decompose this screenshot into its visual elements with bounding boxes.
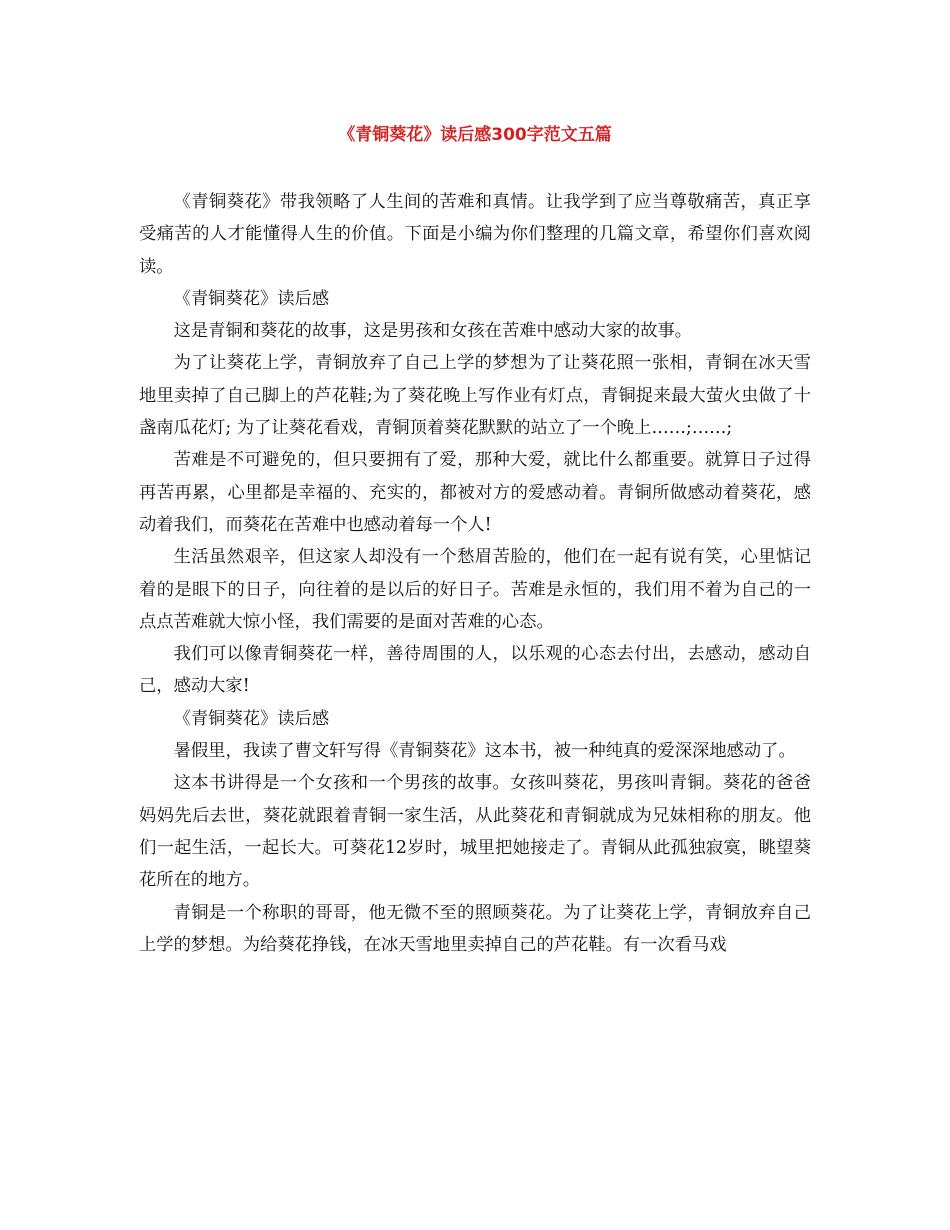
paragraph: 青铜是一个称职的哥哥，他无微不至的照顾葵花。为了让葵花上学，青铜放弃自己上学的梦想。为给葵花挣钱，在冰天雪地里卖掉自己的芦花鞋。有一次看马戏 <box>139 902 811 955</box>
section-heading-1: 《青铜葵花》读后感 <box>173 288 330 309</box>
paragraph: 我们可以像青铜葵花一样，善待周围的人，以乐观的心态去付出，去感动，感动自己，感动大家! <box>139 644 811 697</box>
paragraph: 为了让葵花上学，青铜放弃了自己上学的梦想为了让葵花照一张相，青铜在冰天雪地里卖掉了自己脚上的芦花鞋;为了葵花晚上写作业有灯点，青铜捉来最大萤火虫做了十盏南瓜花灯; 为了让葵花看戏，青铜顶着葵花默默的站立了一个晚上……;……; <box>139 353 811 439</box>
paragraph: 暑假里，我读了曹文轩写得《青铜葵花》这本书，被一种纯真的爱深深地感动了。 <box>173 741 796 762</box>
paragraph: 这本书讲得是一个女孩和一个男孩的故事。女孩叫葵花，男孩叫青铜。葵花的爸爸妈妈先后去世，葵花就跟着青铜一家生活，从此葵花和青铜就成为兄妹相称的朋友。他们一起生活，一起长大。可葵花12岁时，城里把她接走了。青铜从此孤独寂寞，眺望葵花所在的地方。 <box>139 773 811 891</box>
document-body <box>139 186 811 961</box>
paragraph: 生活虽然艰辛，但这家人却没有一个愁眉苦脸的，他们在一起有说有笑，心里惦记着的是眼下的日子，向往着的是以后的好日子。苦难是永恒的，我们用不着为自己的一点点苦难就大惊小怪，我们需要的是面对苦难的心态。 <box>139 547 811 632</box>
paragraph-intro: 《青铜葵花》带我领略了人生间的苦难和真情。让我学到了应当尊敬痛苦，真正享受痛苦的人才能懂得人生的价值。下面是小编为你们整理的几篇文章，希望你们喜欢阅读。 <box>139 192 811 277</box>
document-title: 《青铜葵花》读后感300字范文五篇 <box>338 125 612 145</box>
section-heading-2: 《青铜葵花》读后感 <box>173 708 330 729</box>
paragraph: 苦难是不可避免的，但只要拥有了爱，那种大爱，就比什么都重要。就算日子过得再苦再累，心里都是幸福的、充实的，都被对方的爱感动着。青铜所做感动着葵花，感动着我们，而葵花在苦难中也感动着每一个人! <box>139 450 811 535</box>
paragraph: 这是青铜和葵花的故事，这是男孩和女孩在苦难中感动大家的故事。 <box>173 321 693 342</box>
